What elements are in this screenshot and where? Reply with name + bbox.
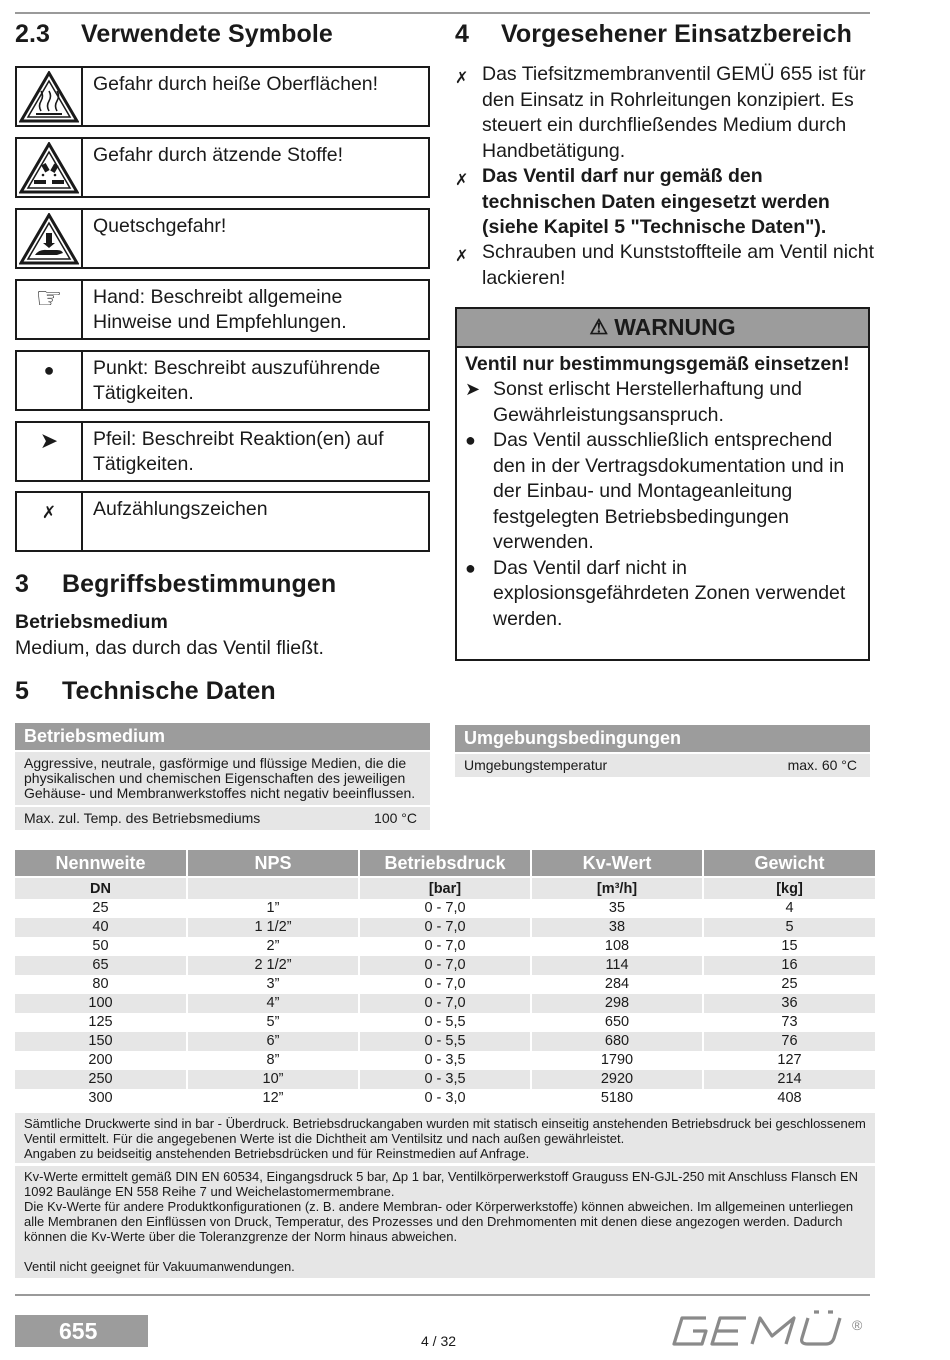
- gemu-logo: [668, 1310, 868, 1350]
- table-cell: 408: [703, 1089, 875, 1108]
- symbol-row-hot-surface: [15, 66, 430, 127]
- table-cell: 108: [531, 937, 703, 956]
- table-cell: 100: [15, 994, 187, 1013]
- table-cell: 38: [531, 918, 703, 937]
- table-row: [15, 1013, 875, 1032]
- table-cell: 0 - 5,5: [359, 1013, 531, 1032]
- warning-item: ➤ Sonst erlischt Herstellerhaftung und Gewährleistungsanspruch.: [465, 378, 802, 426]
- table-cell: 298: [531, 994, 703, 1013]
- table-cell: 8”: [187, 1051, 359, 1070]
- table-cell: 0 - 7,0: [359, 899, 531, 918]
- table-row: [15, 1051, 875, 1070]
- table-cell: 0 - 7,0: [359, 956, 531, 975]
- table-cell: 50: [15, 937, 187, 956]
- arrow-icon: ➤: [17, 423, 83, 480]
- ambient-temp-row: Umgebungstemperatur max. 60 °C: [455, 754, 870, 777]
- symbol-text: Gefahr durch heiße Oberflächen!: [93, 73, 379, 95]
- section-2-3-heading: 2.3 Verwendete Symbole: [15, 20, 333, 48]
- symbol-text: Quetschgefahr!: [93, 215, 227, 237]
- section-5-heading: 5 Technische Daten: [15, 677, 276, 705]
- warning-headline: Ventil nur bestimmungsgemäß einsetzen!: [465, 353, 850, 375]
- pointing-hand-icon: ☞: [17, 281, 83, 338]
- operating-medium-header: Betriebsmedium: [15, 723, 430, 750]
- table-cell: 1”: [187, 899, 359, 918]
- unit-header: [187, 877, 359, 899]
- table-cell: 0 - 3,5: [359, 1070, 531, 1089]
- table-cell: 650: [531, 1013, 703, 1032]
- list-item: ✗ Schrauben und Kunststoffteile am Ventil nicht lackieren!: [455, 241, 875, 289]
- table-cell: 284: [531, 975, 703, 994]
- table-cell: 125: [15, 1013, 187, 1032]
- column-header: Gewicht: [703, 850, 875, 877]
- column-header: Kv-Wert: [531, 850, 703, 877]
- operating-medium-box: [15, 723, 430, 830]
- table-cell: 114: [531, 956, 703, 975]
- check-mark-icon: ✗: [455, 172, 469, 189]
- unit-header: DN: [15, 877, 187, 899]
- column-header: Betriebsdruck: [359, 850, 531, 877]
- table-cell: 127: [703, 1051, 875, 1070]
- table-cell: 5180: [531, 1089, 703, 1108]
- table-cell: 1790: [531, 1051, 703, 1070]
- table-cell: 2”: [187, 937, 359, 956]
- unit-header: [bar]: [359, 877, 531, 899]
- warning-item: ● Das Ventil darf nicht in explosionsgefährdeten Zonen verwendet werden.: [465, 556, 846, 630]
- table-cell: 16: [703, 956, 875, 975]
- bottom-rule: [15, 1294, 870, 1296]
- table-row: [15, 1032, 875, 1051]
- table-cell: 6”: [187, 1032, 359, 1051]
- table-cell: 10”: [187, 1070, 359, 1089]
- table-row: [15, 994, 875, 1013]
- warning-triangle-icon: ⚠: [589, 316, 609, 339]
- kv-note: Kv-Werte ermittelt gemäß DIN EN 60534, Eingangsdruck 5 bar, Δp 1 bar, Ventilkörperwerkstoff Grauguss EN-GJL-250 mit Anschluss Flansch EN 1092 Baulänge EN 558 Reihe 7 und Weichelastomermembrane. Die Kv-Werte für andere Produktkonfigurationen (z. B. andere Membran- oder Körperwerkstoffe) können abweichen. Im allgemeinen unterliegen alle Membranen den Einflüssen von Druck, Temperatur, des Prozesses und den Drehmomenten mit denen diese angezogen werden. Dadurch können die Kv-Werte über die Toleranzgrenze der Norm hinaus abweichen. Ventil nicht geeignet für Vakuumanwendungen.: [15, 1166, 875, 1278]
- table-cell: 3”: [187, 975, 359, 994]
- check-mark-icon: ✗: [455, 248, 469, 265]
- pressure-note: Sämtliche Druckwerte sind in bar - Überdruck. Betriebsdruckangaben wurden mit statisch einseitig anstehenden Betriebsdruck bei geschlossenem Ventil ermittelt. Für die angegebenen Werte ist die Dichtheit am Ventilsitz und nach außen gewährleistet. Angaben zu beidseitig anstehenden Betriebsdrücken und für Reinstmedien auf Anfrage.: [15, 1113, 875, 1163]
- table-row: [15, 937, 875, 956]
- table-cell: 300: [15, 1089, 187, 1108]
- table-cell: 0 - 7,0: [359, 994, 531, 1013]
- bullet-dot-icon: ●: [465, 430, 476, 450]
- table-cell: 12”: [187, 1089, 359, 1108]
- table-cell: 15: [703, 937, 875, 956]
- table-cell: 5: [703, 918, 875, 937]
- symbol-text: Gefahr durch ätzende Stoffe!: [93, 144, 344, 166]
- arrow-icon: ➤: [465, 379, 481, 399]
- ambient-header: Umgebungsbedingungen: [455, 725, 870, 752]
- ambient-conditions-box: [455, 725, 870, 777]
- table-cell: 2920: [531, 1070, 703, 1089]
- registered-mark: ®: [852, 1317, 863, 1333]
- warning-item: ● Das Ventil ausschließlich entsprechend den in der Vertragsdokumentation und in der Einbau- und Montageanleitung festgelegten Betriebsbedingungen verwenden.: [465, 429, 845, 553]
- product-badge: 655: [15, 1315, 148, 1347]
- table-cell: 4: [703, 899, 875, 918]
- hot-surface-warning-icon: [17, 68, 83, 125]
- symbol-row-check: [15, 491, 430, 552]
- table-cell: 2 1/2”: [187, 956, 359, 975]
- table-cell: 0 - 7,0: [359, 918, 531, 937]
- list-item: ✗ Das Tiefsitzmembranventil GEMÜ 655 ist für den Einsatz in Rohrleitungen konzipiert. Es steuert ein durchfließendes Medium durch Handbetätigung.: [455, 63, 866, 162]
- max-temp-row: Max. zul. Temp. des Betriebsmediums 100 °C: [15, 807, 430, 830]
- warning-box: [455, 307, 870, 661]
- symbol-text: Punkt: Beschreibt auszuführende Tätigkeiten.: [93, 357, 381, 404]
- page-number: 4 / 32: [421, 1333, 457, 1349]
- symbol-row-hand: [15, 279, 430, 340]
- column-header: Nennweite: [15, 850, 187, 877]
- table-cell: 73: [703, 1013, 875, 1032]
- operating-medium-description: Aggressive, neutrale, gasförmige und flüssige Medien, die die physikalischen und chemischen Eigenschaften des jeweiligen Gehäuse- und Membranwerkstoffes nicht negativ beeinflussen.: [15, 752, 430, 805]
- table-cell: 80: [15, 975, 187, 994]
- unit-header: [kg]: [703, 877, 875, 899]
- table-cell: 35: [531, 899, 703, 918]
- table-cell: 680: [531, 1032, 703, 1051]
- section-3-heading: 3 Begriffsbestimmungen: [15, 570, 337, 598]
- table-cell: 0 - 5,5: [359, 1032, 531, 1051]
- symbol-row-arrow: [15, 421, 430, 482]
- table-row: [15, 1070, 875, 1089]
- symbol-row-crush: [15, 208, 430, 269]
- table-cell: 150: [15, 1032, 187, 1051]
- table-cell: 0 - 3,5: [359, 1051, 531, 1070]
- section-4-heading: 4 Vorgesehener Einsatzbereich: [455, 20, 852, 48]
- table-cell: 0 - 3,0: [359, 1089, 531, 1108]
- table-cell: 250: [15, 1070, 187, 1089]
- bullet-dot-icon: ●: [17, 352, 83, 409]
- table-cell: 25: [703, 975, 875, 994]
- term-definition: Medium, das durch das Ventil fließt.: [15, 637, 324, 659]
- table-cell: 5”: [187, 1013, 359, 1032]
- table-cell: 200: [15, 1051, 187, 1070]
- term-label: Betriebsmedium: [15, 611, 168, 633]
- column-header: NPS: [187, 850, 359, 877]
- symbol-text: Aufzählungszeichen: [93, 498, 268, 520]
- table-row: [15, 1089, 875, 1108]
- table-row: [15, 899, 875, 918]
- table-row: [15, 975, 875, 994]
- top-rule: [15, 12, 870, 14]
- table-cell: 65: [15, 956, 187, 975]
- table-cell: 36: [703, 994, 875, 1013]
- table-row: [15, 956, 875, 975]
- bullet-dot-icon: ●: [465, 557, 476, 578]
- check-mark-icon: ✗: [17, 493, 83, 550]
- warning-header: ⚠ WARNUNG: [457, 309, 868, 348]
- table-cell: 0 - 7,0: [359, 937, 531, 956]
- corrosive-warning-icon: [17, 139, 83, 196]
- technical-data-table: [15, 850, 875, 1108]
- table-cell: 0 - 7,0: [359, 975, 531, 994]
- unit-header: [m³/h]: [531, 877, 703, 899]
- table-row: [15, 918, 875, 937]
- table-cell: 25: [15, 899, 187, 918]
- table-cell: 4”: [187, 994, 359, 1013]
- table-cell: 76: [703, 1032, 875, 1051]
- symbol-text: Hand: Beschreibt allgemeine Hinweise und Empfehlungen.: [93, 286, 347, 333]
- list-item: ✗ Das Ventil darf nur gemäß den technischen Daten eingesetzt werden (siehe Kapitel 5 "Technische Daten").: [455, 165, 830, 238]
- symbol-row-dot: [15, 350, 430, 411]
- check-mark-icon: ✗: [455, 70, 469, 87]
- symbol-row-corrosive: [15, 137, 430, 198]
- table-cell: 40: [15, 918, 187, 937]
- crush-warning-icon: [17, 210, 83, 267]
- symbol-text: Pfeil: Beschreibt Reaktion(en) auf Tätigkeiten.: [93, 428, 384, 475]
- table-cell: 214: [703, 1070, 875, 1089]
- table-cell: 1 1/2”: [187, 918, 359, 937]
